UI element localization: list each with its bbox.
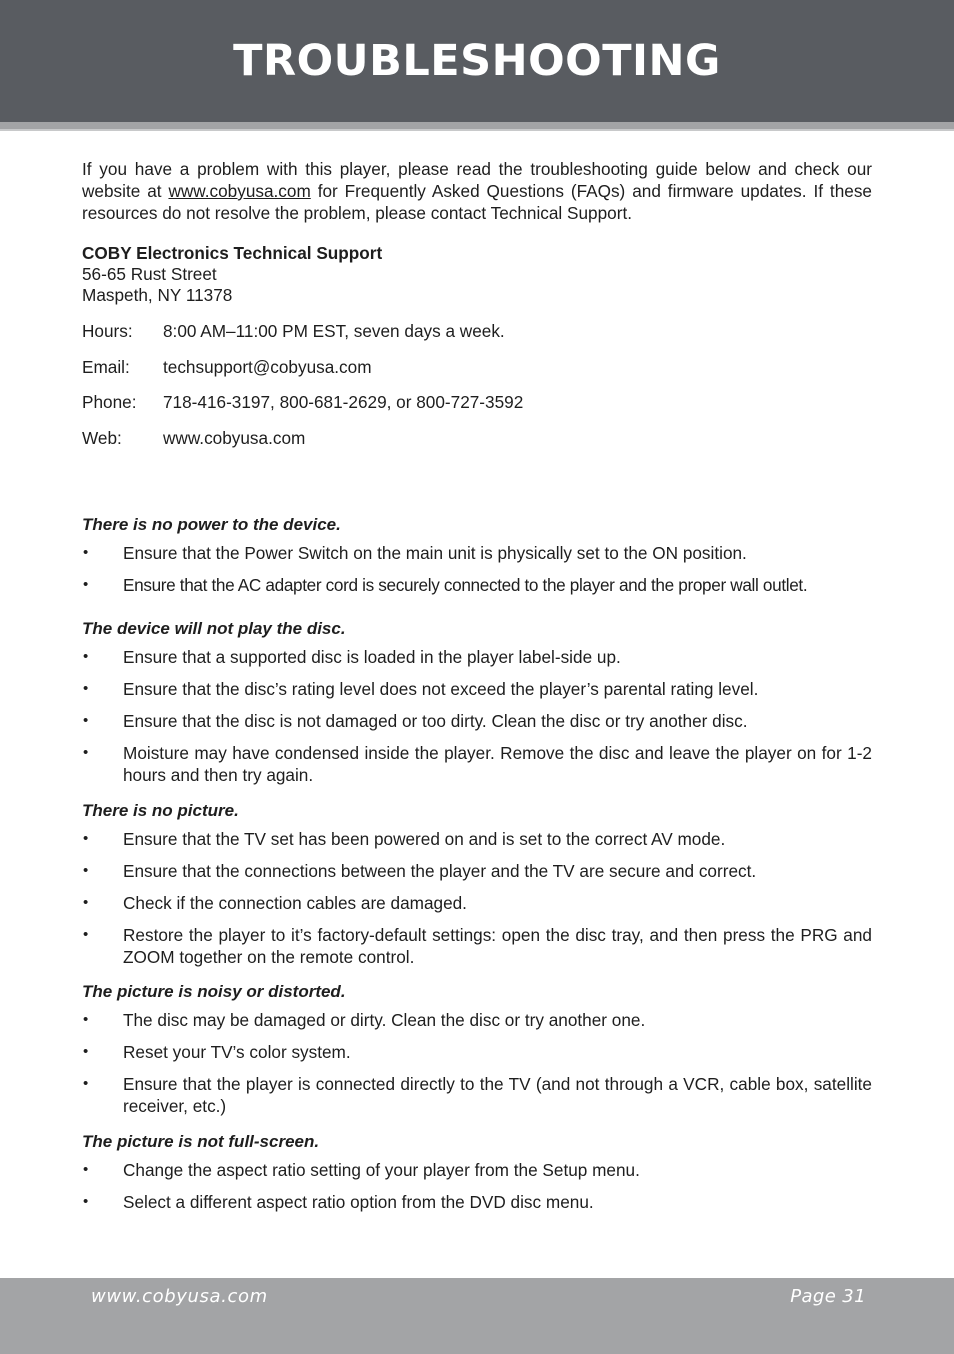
section-heading: There is no picture. [82,801,239,820]
page-header [0,0,954,122]
contact-row-phone [82,391,872,427]
support-address [82,243,872,306]
bullet-list [82,542,872,596]
list-item: • Ensure that the disc is not damaged or too dirty. Clean the disc or try another disc. [82,710,872,732]
list-item: • Restore the player to it’s factory-default settings: open the disc tray, and then press the PRG and ZOOM together on the remote control. [82,924,872,968]
page-number: Page 31 [790,1286,866,1307]
section-heading: The picture is noisy or distorted. [82,982,346,1001]
contact-row-email [82,356,872,392]
bullet-list [82,828,872,968]
intro-text-after: for Frequently Asked Questions (FAQs) and firmware updates. If these resources do not resolve the problem, please contact Technical Support. [82,181,872,223]
address-line-2: Maspeth, NY 11378 [82,285,233,305]
main-content [82,158,872,1213]
support-name: COBY Electronics Technical Support [82,243,383,263]
section-heading: The picture is not full-screen. [82,1132,320,1151]
bullet-list [82,1159,872,1213]
contact-label: Email: [82,356,130,377]
contact-row-hours [82,320,872,356]
contact-label: Hours: [82,321,133,341]
section-not-fullscreen [82,1131,872,1213]
bullet-list [82,1009,872,1117]
section-heading: The device will not play the disc. [82,619,346,638]
list-item: • Moisture may have condensed inside the player. Remove the disc and leave the player on for 1-2 hours and then try again. [82,742,872,786]
contact-label: Phone: [82,392,137,412]
section-no-play [82,618,872,786]
website-link[interactable]: www.cobyusa.com [168,181,311,201]
list-item: • Check if the connection cables are damaged. [82,892,872,914]
section-heading: There is no power to the device. [82,515,341,534]
contact-value: www.cobyusa.com [163,427,306,448]
contact-row-web [82,427,872,463]
contact-value: techsupport@cobyusa.com [163,356,372,377]
list-item: • Ensure that the TV set has been powered on and is set to the correct AV mode. [82,828,872,850]
contact-label: Web: [82,427,122,448]
page-title: TROUBLESHOOTING [233,36,721,86]
intro-text-before: If you have a problem with this player, please read the troubleshooting guide below and check our website at [82,159,872,201]
list-item: • Change the aspect ratio setting of your player from the Setup menu. [82,1159,872,1181]
contact-value: 718-416-3197, 800-681-2629, or 800-727-3592 [163,392,524,412]
list-item: • Ensure that a supported disc is loaded in the player label-side up. [82,646,872,668]
bullet-list [82,646,872,786]
list-item: • Ensure that the Power Switch on the main unit is physically set to the ON position. [82,542,872,564]
header-divider [0,122,954,131]
list-item: • Ensure that the AC adapter cord is securely connected to the player and the proper wall outlet. [82,574,872,596]
list-item: • Ensure that the connections between the player and the TV are secure and correct. [82,860,872,882]
list-item: • Ensure that the player is connected directly to the TV (and not through a VCR, cable box, satellite receiver, etc.) [82,1073,872,1117]
section-no-power [82,514,872,596]
contact-value: 8:00 AM–11:00 PM EST, seven days a week. [163,321,505,341]
list-item: • The disc may be damaged or dirty. Clean the disc or try another one. [82,1009,872,1031]
contact-list [82,320,872,462]
section-no-picture [82,800,872,968]
list-item: • Reset your TV’s color system. [82,1041,872,1063]
list-item: • Select a different aspect ratio option from the DVD disc menu. [82,1191,872,1213]
address-line-1: 56-65 Rust Street [82,264,217,284]
list-item: • Ensure that the disc’s rating level does not exceed the player’s parental rating level. [82,678,872,700]
intro-paragraph [82,158,872,224]
footer-website: www.cobyusa.com [91,1286,268,1307]
page-footer [0,1278,954,1354]
section-noisy-picture [82,981,872,1117]
